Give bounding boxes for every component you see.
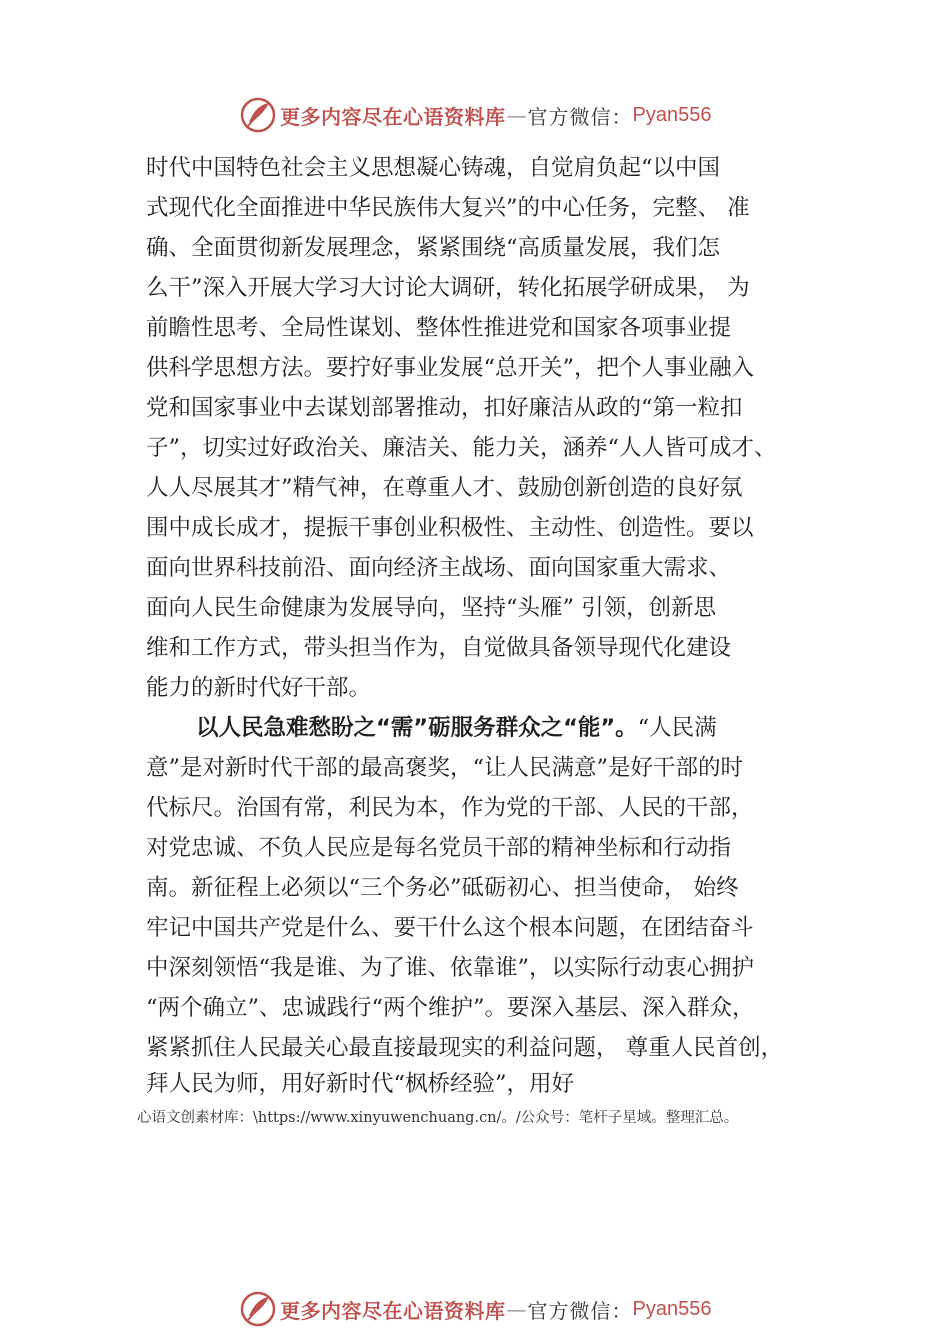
text-line: “两个确立”、忠诚践行“两个维护”。要深入基层、深入群众， <box>146 995 755 1021</box>
text-line: 南。新征程上必须以“三个务必”砥砺初心、担当使命， 始终 <box>146 875 739 901</box>
text-line: 代标尺。治国有常，利民为本，作为党的干部、人民的干部， <box>146 795 754 821</box>
banner-separator: — <box>506 103 527 127</box>
header-banner <box>238 95 711 135</box>
text-line: 拜人民为师，用好新时代“枫桥经验”，用好 <box>146 1071 575 1097</box>
text-line: 时代中国特色社会主义思想凝心铸魂，自觉肩负起“以中国 <box>146 155 721 181</box>
quill-pen-logo-icon <box>238 1289 278 1329</box>
banner-separator: — <box>506 1297 527 1321</box>
text-line: 紧紧抓住人民最关心最直接最现实的利益问题， 尊重人民首创， <box>146 1035 784 1061</box>
footer-banner <box>238 1289 711 1329</box>
section-heading-line <box>196 708 717 748</box>
banner-label: 官方微信： <box>527 104 633 129</box>
text-line: 围中成长成才，提振干事创业积极性、主动性、创造性。要以 <box>146 515 754 541</box>
text-line: 供科学思想方法。要拧好事业发展“总开关”，把个人事业融入 <box>146 355 755 381</box>
text-line: 人人尽展其才”精气神，在尊重人才、鼓励创新创造的良好氛 <box>146 475 743 501</box>
text-line: 子”，切实过好政治关、廉洁关、能力关，涵养“人人皆可成才、 <box>146 435 777 461</box>
banner-main-text: 更多内容尽在心语资料库 <box>280 1298 506 1323</box>
text-line: 对党忠诚、不负人民应是每名党员干部的精神坐标和行动指 <box>146 835 732 861</box>
text-line: 党和国家事业中去谋划部署推动，扣好廉洁从政的“第一粒扣 <box>146 395 743 421</box>
quill-pen-logo-icon <box>238 95 278 135</box>
text-line: 牢记中国共产党是什么、要干什么这个根本问题，在团结奋斗 <box>146 915 754 941</box>
banner-main-text: 更多内容尽在心语资料库 <box>280 104 506 129</box>
text-line: 能力的新时代好干部。 <box>146 675 372 701</box>
text-line: 中深刻领悟“我是谁、为了谁、依靠谁”，以实际行动衷心拥护 <box>146 955 755 981</box>
banner-wechat-id: Pyan556 <box>632 1297 712 1320</box>
section-heading: 以人民急难愁盼之“需”砺服务群众之“能”。 <box>196 715 638 741</box>
text-line: 面向世界科技前沿、面向经济主战场、面向国家重大需求、 <box>146 555 732 581</box>
text-line: 式现代化全面推进中华民族伟大复兴”的中心任务，完整、 准 <box>146 195 750 221</box>
text-line: 确、全面贯彻新发展理念，紧紧围绕“高质量发展，我们怎 <box>146 235 721 261</box>
banner-wechat-id: Pyan556 <box>632 103 712 126</box>
text-line: 维和工作方式，带头担当作为，自觉做具备领导现代化建设 <box>146 635 732 661</box>
footer-source-note: 心语文创素材库：\https://www.xinyuwenchuang.cn/。/公众号：笔杆子星域。整理汇总。 <box>137 1110 739 1126</box>
text-line: 意”是对新时代干部的最高褒奖，“让人民满意”是好干部的时 <box>146 755 744 781</box>
text-line: 前瞻性思考、全局性谋划、整体性推进党和国家各项事业提 <box>146 315 732 341</box>
section-heading-rest: “人民满 <box>637 715 717 741</box>
banner-label: 官方微信： <box>527 1298 633 1323</box>
text-line: 么干”深入开展大学习大讨论大调研，转化拓展学研成果， 为 <box>146 275 750 301</box>
text-line: 面向人民生命健康为发展导向，坚持“头雁” 引领，创新思 <box>146 595 717 621</box>
